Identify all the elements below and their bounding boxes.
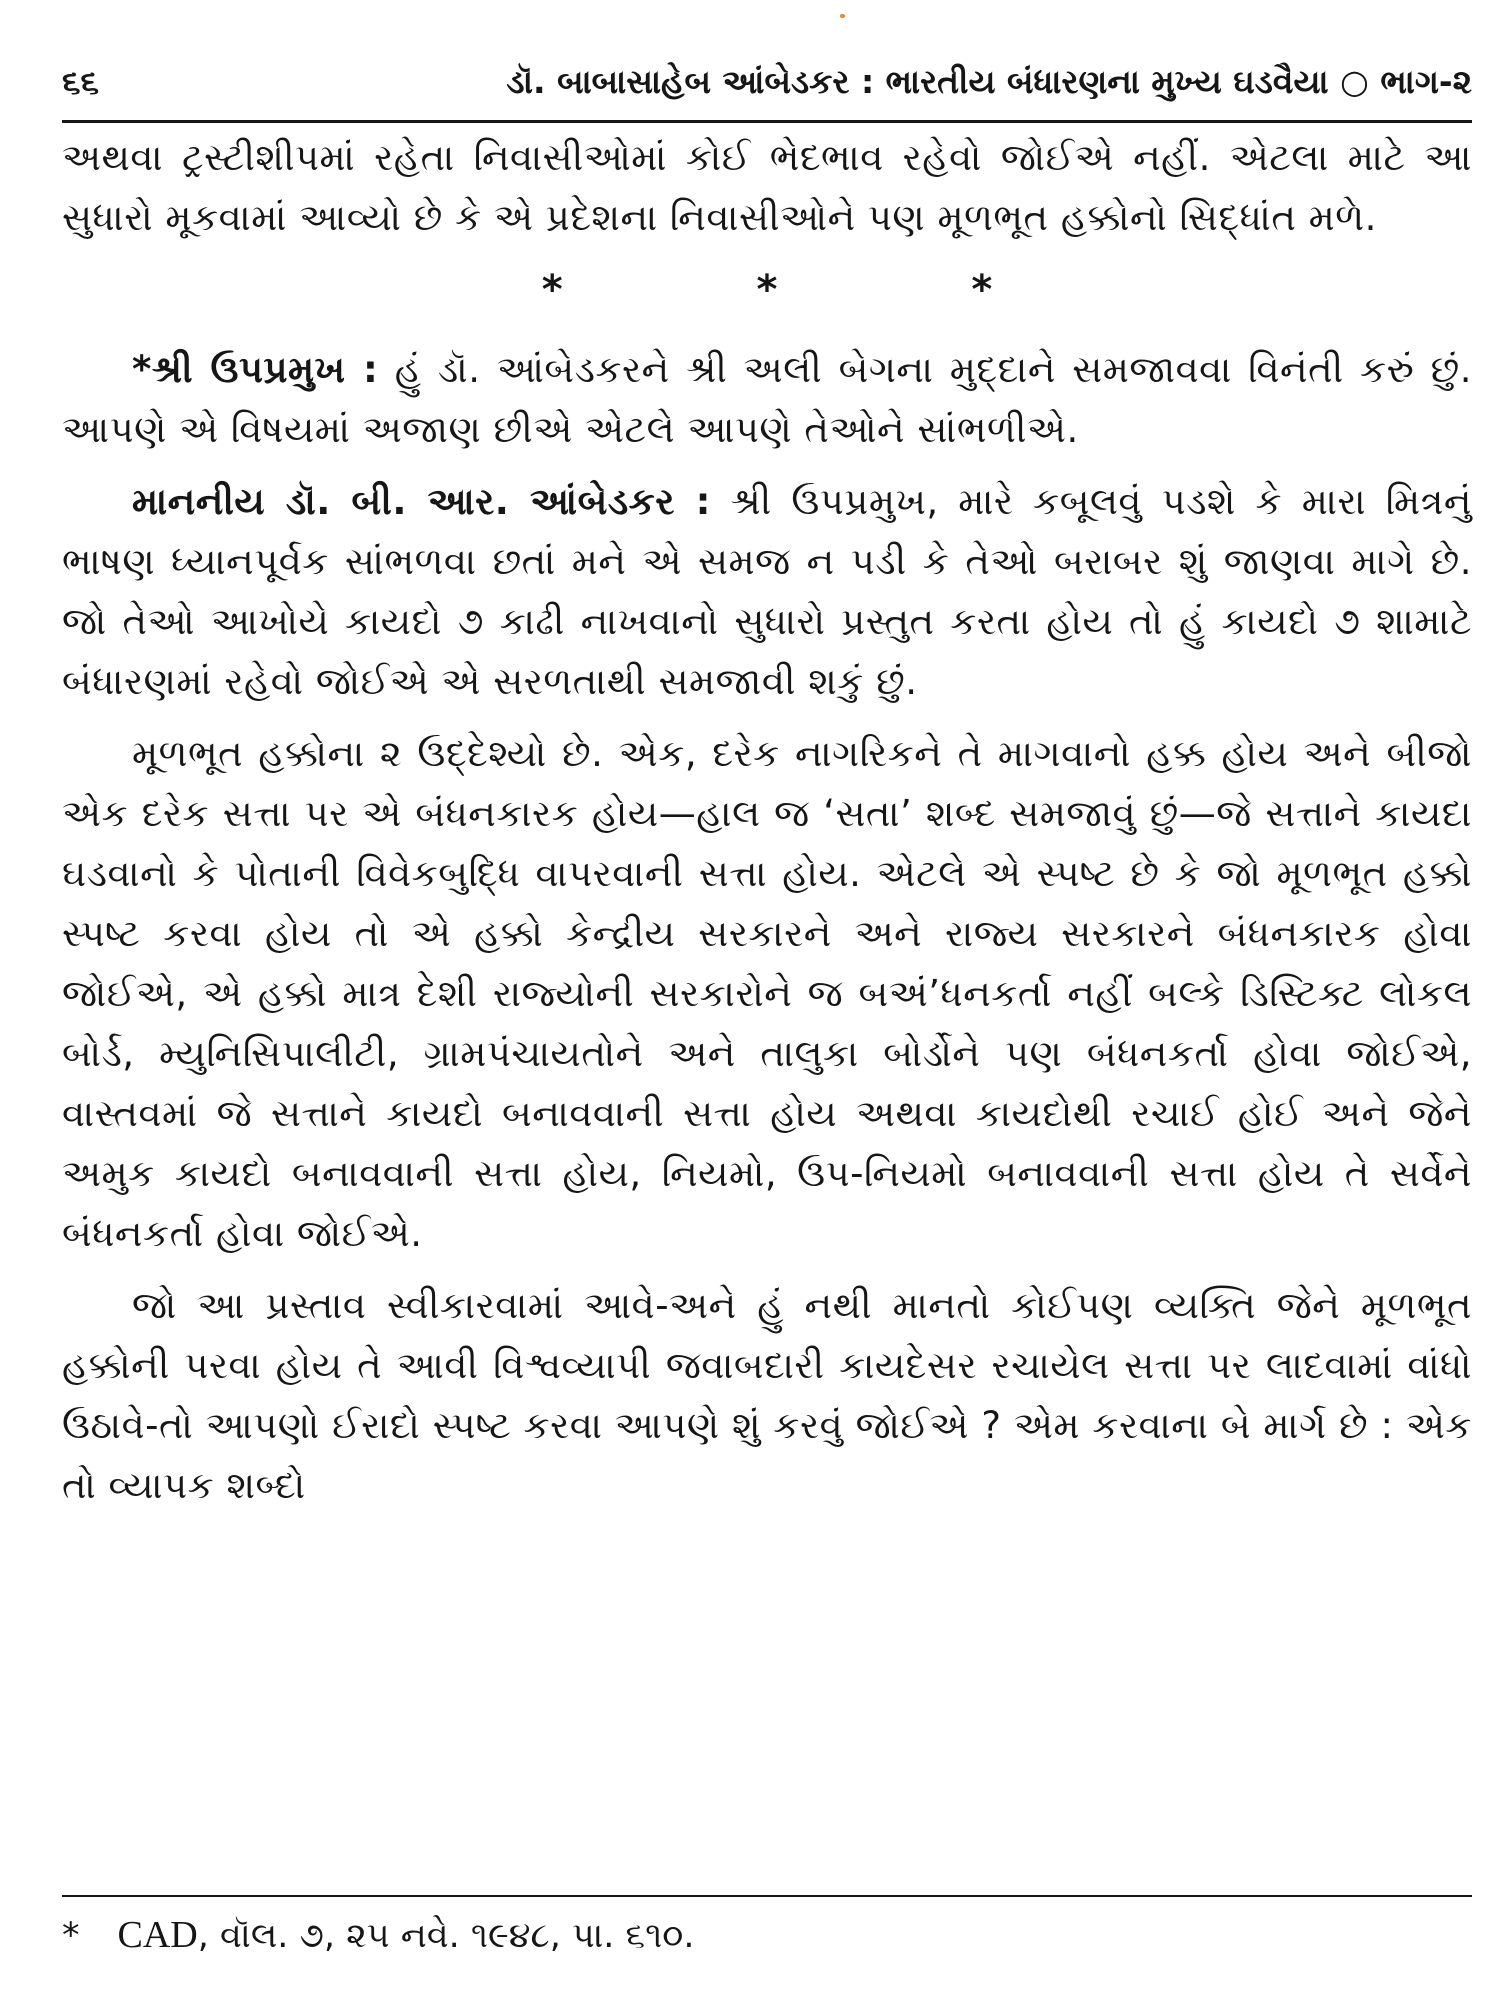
footnote-rule bbox=[62, 1895, 1472, 1897]
body-text bbox=[62, 128, 1472, 1528]
running-header bbox=[62, 52, 1472, 112]
footnote bbox=[62, 1910, 1472, 1961]
paragraph-5: જો આ પ્રસ્તાવ સ્વીકારવામાં આવે-અને હું નથી માનતો કોઈપણ વ્યક્તિ જેને મૂળભૂત હક્કોની પરવા હોય તે આવી વિશ્વવ્યાપી જવાબદારી કાયદેસર રચાયેલ સત્તા પર લાદવામાં વાંધો ઉઠાવે-તો આપણો ઈરાદો સ્પષ્ટ કરવા આપણે શું કરવું જોઈએ ? એમ કરવાના બે માર્ગ છે : એક તો વ્યાપક શબ્દો bbox=[62, 1284, 1472, 1507]
print-speck bbox=[840, 14, 845, 18]
running-title: ડૉ. બાબાસાહેબ આંબેડકર : ભારતીય બંધારણના મુખ્ય ઘડવૈયા ○ ભાગ-૨ bbox=[506, 62, 1472, 101]
paragraph-text: શ્રી ઉપપ્રમુખ, મારે કબૂલવું પડશે કે મારા મિત્રનું ભાષણ ધ્યાનપૂર્વક સાંભળવા છતાં મને એ સમજ ન પડી કે તેઓ બરાબર શું જાણવા માગે છે. જો તેઓ આખોયે કાયદો ૭ કાઢી નાખવાનો સુધારો પ્રસ્તુત કરતા હોય તો હું કાયદો ૭ શામાટે બંધારણમાં રહેવો જોઈએ એ સરળતાથી સમજાવી શકું છું. bbox=[62, 480, 1472, 703]
section-separator: * * * bbox=[541, 267, 1083, 313]
paragraph-3 bbox=[62, 472, 1472, 712]
page-number: ૬૬ bbox=[62, 62, 99, 101]
paragraph-2 bbox=[62, 340, 1472, 460]
paragraph-text: હું ડૉ. આંબેડકરને શ્રી અલી બેગના મુદ્દાને સમજાવવા વિનંતી કરું છું. આપણે એ વિષયમાં અજાણ છીએ એટલે આપણે તેઓને સાંભળીએ. bbox=[62, 348, 1472, 451]
footnote-details: , વૉલ. ૭, ૨૫ નવે. ૧૯૪૮, પા. ૬૧૦. bbox=[197, 1916, 695, 1956]
paragraph-4: મૂળભૂત હક્કોના ૨ ઉદ્દેશ્યો છે. એક, દરેક નાગરિકને તે માગવાનો હક્ક હોય અને બીજો એક દરેક સત્તા પર એ બંધનકારક હોય—હાલ જ ‘સતા’ શબ્દ સમજાવું છું—જે સત્તાને કાયદા ઘડવાનો કે પોતાની વિવેકબુદ્ધિ વાપરવાની સત્તા હોય. એટલે એ સ્પષ્ટ છે કે જો મૂળભૂત હક્કો સ્પષ્ટ કરવા હોય તો એ હક્કો કેન્દ્રીય સરકારને અને રાજ્ય સરકારને બંધનકારક હોવા જોઈએ, એ હક્કો માત્ર દેશી રાજ્યોની સરકારોને જ બઅં’ધનકર્તા નહીં બલ્કે ડિસ્ટિક્ટ લોકલ બોર્ડ, મ્યુનિસિપાલીટી, ગ્રામપંચાયતોને અને તાલુકા બોર્ડોને પણ બંધનકર્તા હોવા જોઈએ, વાસ્તવમાં જે સત્તાને કાયદો બનાવવાની સત્તા હોય અથવા કાયદોથી રચાઈ હોઈ અને જેને અમુક કાયદો બનાવવાની સત્તા હોય, નિયમો, ઉપ-નિયમો બનાવવાની સત્તા હોય તે સર્વેને બંધનકર્તા હોવા જોઈએ. bbox=[62, 732, 1472, 1255]
header-rule bbox=[62, 120, 1472, 123]
footnote-source: CAD bbox=[117, 1914, 198, 1956]
paragraph-1: અથવા ટ્રસ્ટીશીપમાં રહેતા નિવાસીઓમાં કોઈ ભેદભાવ રહેવો જોઈએ નહીં. એટલા માટે આ સુધારો મૂકવામાં આવ્યો છે કે એ પ્રદેશના નિવાસીઓને પણ મૂળભૂત હક્કોનો સિદ્ધાંત મળે. bbox=[62, 136, 1472, 239]
speaker-label: *શ્રી ઉપપ્રમુખ : bbox=[132, 348, 379, 391]
footnote-mark: * bbox=[62, 1916, 80, 1956]
speaker-label: માનનીય ડૉ. બી. આર. આંબેડકર : bbox=[132, 480, 711, 523]
